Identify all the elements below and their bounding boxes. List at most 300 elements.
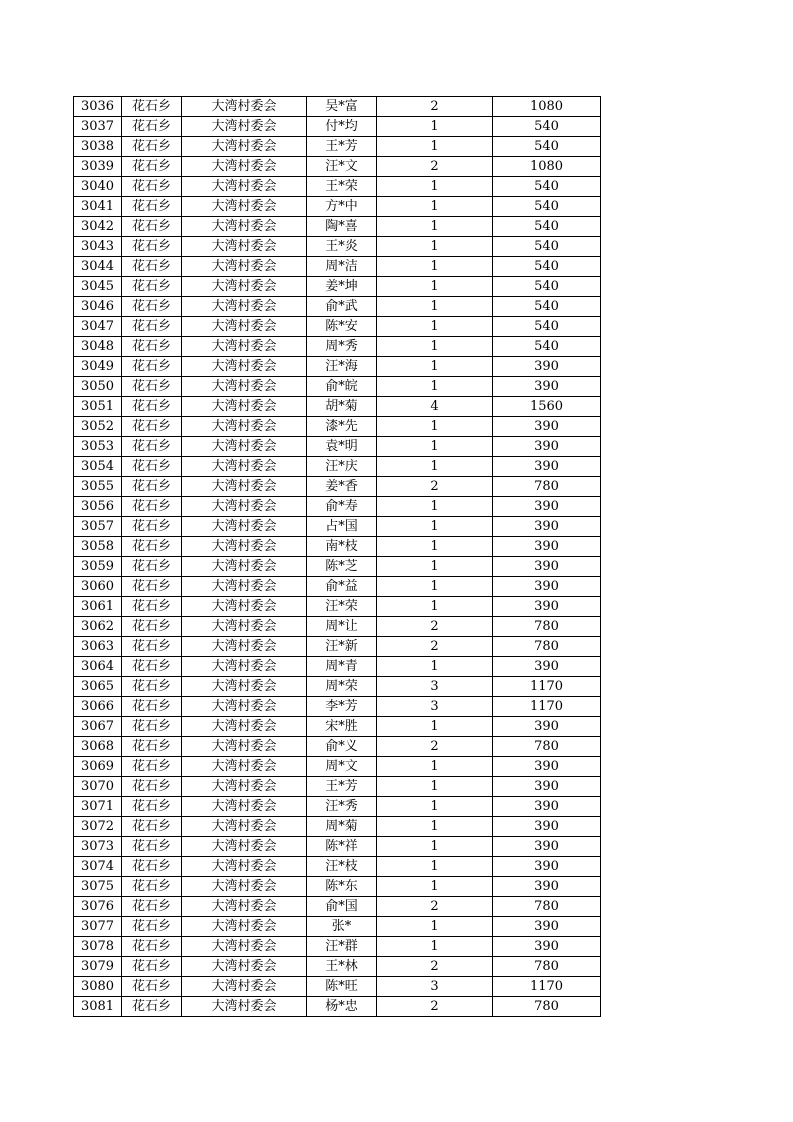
amount-cell: 780 [493,637,601,657]
table-row [74,617,601,637]
amount-cell: 390 [493,717,601,737]
count-cell: 1 [377,277,493,297]
village-committee-cell: 大湾村委会 [182,717,307,737]
row-number-cell: 3081 [74,997,122,1017]
table-row [74,937,601,957]
name-cell: 姜*坤 [307,277,377,297]
row-number-cell: 3047 [74,317,122,337]
count-cell: 1 [377,777,493,797]
amount-cell: 390 [493,857,601,877]
village-committee-cell: 大湾村委会 [182,377,307,397]
village-committee-cell: 大湾村委会 [182,877,307,897]
table-row [74,877,601,897]
amount-cell: 390 [493,917,601,937]
amount-cell: 390 [493,937,601,957]
name-cell: 占*国 [307,517,377,537]
village-committee-cell: 大湾村委会 [182,897,307,917]
name-cell: 王*芳 [307,777,377,797]
township-cell: 花石乡 [122,277,182,297]
name-cell: 周*洁 [307,257,377,277]
amount-cell: 540 [493,197,601,217]
village-committee-cell: 大湾村委会 [182,977,307,997]
data-table [73,96,601,1017]
table-row [74,657,601,677]
village-committee-cell: 大湾村委会 [182,397,307,417]
village-committee-cell: 大湾村委会 [182,197,307,217]
table-row [74,737,601,757]
name-cell: 汪*文 [307,157,377,177]
row-number-cell: 3079 [74,957,122,977]
row-number-cell: 3070 [74,777,122,797]
township-cell: 花石乡 [122,857,182,877]
village-committee-cell: 大湾村委会 [182,217,307,237]
table-row [74,977,601,997]
table-row [74,757,601,777]
count-cell: 2 [377,617,493,637]
table-row [74,457,601,477]
count-cell: 1 [377,537,493,557]
name-cell: 周*秀 [307,337,377,357]
table-body [74,97,601,1017]
amount-cell: 1170 [493,977,601,997]
township-cell: 花石乡 [122,737,182,757]
amount-cell: 1080 [493,157,601,177]
township-cell: 花石乡 [122,577,182,597]
township-cell: 花石乡 [122,237,182,257]
row-number-cell: 3048 [74,337,122,357]
village-committee-cell: 大湾村委会 [182,677,307,697]
amount-cell: 780 [493,617,601,637]
amount-cell: 540 [493,117,601,137]
count-cell: 1 [377,437,493,457]
count-cell: 1 [377,497,493,517]
township-cell: 花石乡 [122,97,182,117]
amount-cell: 780 [493,997,601,1017]
row-number-cell: 3052 [74,417,122,437]
name-cell: 王*林 [307,957,377,977]
amount-cell: 780 [493,737,601,757]
count-cell: 2 [377,157,493,177]
name-cell: 姜*香 [307,477,377,497]
village-committee-cell: 大湾村委会 [182,997,307,1017]
row-number-cell: 3059 [74,557,122,577]
table-row [74,637,601,657]
township-cell: 花石乡 [122,797,182,817]
name-cell: 王*荣 [307,177,377,197]
township-cell: 花石乡 [122,617,182,637]
row-number-cell: 3061 [74,597,122,617]
row-number-cell: 3036 [74,97,122,117]
amount-cell: 1080 [493,97,601,117]
count-cell: 1 [377,117,493,137]
table-row [74,817,601,837]
table-row [74,257,601,277]
name-cell: 陈*芝 [307,557,377,577]
table-row [74,557,601,577]
village-committee-cell: 大湾村委会 [182,317,307,337]
row-number-cell: 3077 [74,917,122,937]
village-committee-cell: 大湾村委会 [182,537,307,557]
township-cell: 花石乡 [122,777,182,797]
amount-cell: 390 [493,797,601,817]
table-row [74,417,601,437]
name-cell: 王*炎 [307,237,377,257]
row-number-cell: 3040 [74,177,122,197]
count-cell: 1 [377,577,493,597]
amount-cell: 390 [493,757,601,777]
name-cell: 汪*枝 [307,857,377,877]
count-cell: 1 [377,917,493,937]
count-cell: 1 [377,657,493,677]
township-cell: 花石乡 [122,397,182,417]
row-number-cell: 3065 [74,677,122,697]
township-cell: 花石乡 [122,297,182,317]
count-cell: 2 [377,737,493,757]
township-cell: 花石乡 [122,517,182,537]
village-committee-cell: 大湾村委会 [182,457,307,477]
table-row [74,97,601,117]
village-committee-cell: 大湾村委会 [182,657,307,677]
township-cell: 花石乡 [122,377,182,397]
township-cell: 花石乡 [122,697,182,717]
table-row [74,377,601,397]
village-committee-cell: 大湾村委会 [182,517,307,537]
township-cell: 花石乡 [122,497,182,517]
count-cell: 1 [377,717,493,737]
count-cell: 1 [377,317,493,337]
village-committee-cell: 大湾村委会 [182,557,307,577]
township-cell: 花石乡 [122,137,182,157]
amount-cell: 540 [493,277,601,297]
village-committee-cell: 大湾村委会 [182,177,307,197]
table-row [74,137,601,157]
table-row [74,537,601,557]
amount-cell: 390 [493,417,601,437]
count-cell: 1 [377,177,493,197]
village-committee-cell: 大湾村委会 [182,257,307,277]
table-row [74,477,601,497]
township-cell: 花石乡 [122,537,182,557]
table-row [74,217,601,237]
township-cell: 花石乡 [122,637,182,657]
township-cell: 花石乡 [122,897,182,917]
name-cell: 杨*忠 [307,997,377,1017]
table-row [74,597,601,617]
row-number-cell: 3066 [74,697,122,717]
count-cell: 1 [377,377,493,397]
township-cell: 花石乡 [122,717,182,737]
name-cell: 汪*庆 [307,457,377,477]
amount-cell: 540 [493,297,601,317]
name-cell: 俞*武 [307,297,377,317]
name-cell: 俞*国 [307,897,377,917]
amount-cell: 540 [493,317,601,337]
count-cell: 1 [377,257,493,277]
row-number-cell: 3064 [74,657,122,677]
count-cell: 2 [377,477,493,497]
name-cell: 俞*益 [307,577,377,597]
amount-cell: 390 [493,597,601,617]
township-cell: 花石乡 [122,337,182,357]
amount-cell: 390 [493,437,601,457]
village-committee-cell: 大湾村委会 [182,637,307,657]
amount-cell: 390 [493,357,601,377]
amount-cell: 390 [493,517,601,537]
count-cell: 2 [377,97,493,117]
count-cell: 2 [377,897,493,917]
village-committee-cell: 大湾村委会 [182,957,307,977]
amount-cell: 540 [493,257,601,277]
village-committee-cell: 大湾村委会 [182,497,307,517]
row-number-cell: 3078 [74,937,122,957]
table-row [74,157,601,177]
row-number-cell: 3067 [74,717,122,737]
amount-cell: 390 [493,457,601,477]
table-row [74,397,601,417]
row-number-cell: 3069 [74,757,122,777]
row-number-cell: 3049 [74,357,122,377]
table-row [74,577,601,597]
name-cell: 陈*安 [307,317,377,337]
village-committee-cell: 大湾村委会 [182,337,307,357]
township-cell: 花石乡 [122,657,182,677]
count-cell: 1 [377,857,493,877]
township-cell: 花石乡 [122,597,182,617]
name-cell: 张* [307,917,377,937]
row-number-cell: 3071 [74,797,122,817]
count-cell: 1 [377,757,493,777]
table-row [74,857,601,877]
row-number-cell: 3037 [74,117,122,137]
amount-cell: 390 [493,877,601,897]
count-cell: 1 [377,137,493,157]
count-cell: 1 [377,217,493,237]
name-cell: 吴*富 [307,97,377,117]
count-cell: 1 [377,297,493,317]
township-cell: 花石乡 [122,677,182,697]
township-cell: 花石乡 [122,977,182,997]
amount-cell: 1170 [493,697,601,717]
township-cell: 花石乡 [122,757,182,777]
count-cell: 1 [377,357,493,377]
table-row [74,517,601,537]
name-cell: 袁*明 [307,437,377,457]
row-number-cell: 3057 [74,517,122,537]
name-cell: 胡*菊 [307,397,377,417]
amount-cell: 540 [493,137,601,157]
table-row [74,697,601,717]
row-number-cell: 3055 [74,477,122,497]
township-cell: 花石乡 [122,557,182,577]
township-cell: 花石乡 [122,117,182,137]
table-row [74,237,601,257]
name-cell: 漆*先 [307,417,377,437]
row-number-cell: 3062 [74,617,122,637]
row-number-cell: 3054 [74,457,122,477]
name-cell: 俞*义 [307,737,377,757]
village-committee-cell: 大湾村委会 [182,837,307,857]
name-cell: 汪*海 [307,357,377,377]
amount-cell: 540 [493,237,601,257]
row-number-cell: 3039 [74,157,122,177]
row-number-cell: 3053 [74,437,122,457]
count-cell: 1 [377,197,493,217]
row-number-cell: 3042 [74,217,122,237]
village-committee-cell: 大湾村委会 [182,477,307,497]
township-cell: 花石乡 [122,937,182,957]
count-cell: 1 [377,557,493,577]
village-committee-cell: 大湾村委会 [182,237,307,257]
name-cell: 南*枝 [307,537,377,557]
name-cell: 李*芳 [307,697,377,717]
township-cell: 花石乡 [122,357,182,377]
amount-cell: 390 [493,837,601,857]
township-cell: 花石乡 [122,817,182,837]
name-cell: 周*菊 [307,817,377,837]
township-cell: 花石乡 [122,177,182,197]
count-cell: 1 [377,877,493,897]
table-row [74,437,601,457]
village-committee-cell: 大湾村委会 [182,417,307,437]
township-cell: 花石乡 [122,217,182,237]
name-cell: 周*荣 [307,677,377,697]
count-cell: 2 [377,637,493,657]
table-row [74,497,601,517]
township-cell: 花石乡 [122,157,182,177]
township-cell: 花石乡 [122,417,182,437]
township-cell: 花石乡 [122,837,182,857]
row-number-cell: 3080 [74,977,122,997]
name-cell: 周*文 [307,757,377,777]
amount-cell: 390 [493,817,601,837]
count-cell: 1 [377,937,493,957]
amount-cell: 540 [493,217,601,237]
table-row [74,797,601,817]
table-row [74,177,601,197]
amount-cell: 780 [493,477,601,497]
table-row [74,777,601,797]
name-cell: 周*青 [307,657,377,677]
row-number-cell: 3041 [74,197,122,217]
name-cell: 陈*旺 [307,977,377,997]
row-number-cell: 3075 [74,877,122,897]
count-cell: 1 [377,517,493,537]
row-number-cell: 3044 [74,257,122,277]
village-committee-cell: 大湾村委会 [182,857,307,877]
table-row [74,917,601,937]
row-number-cell: 3050 [74,377,122,397]
village-committee-cell: 大湾村委会 [182,357,307,377]
village-committee-cell: 大湾村委会 [182,117,307,137]
table-row [74,717,601,737]
name-cell: 周*让 [307,617,377,637]
count-cell: 2 [377,957,493,977]
amount-cell: 390 [493,377,601,397]
table-row [74,897,601,917]
name-cell: 王*芳 [307,137,377,157]
amount-cell: 390 [493,777,601,797]
name-cell: 陶*喜 [307,217,377,237]
table-row [74,117,601,137]
village-committee-cell: 大湾村委会 [182,297,307,317]
name-cell: 汪*群 [307,937,377,957]
count-cell: 1 [377,797,493,817]
table-row [74,957,601,977]
township-cell: 花石乡 [122,197,182,217]
village-committee-cell: 大湾村委会 [182,137,307,157]
village-committee-cell: 大湾村委会 [182,737,307,757]
village-committee-cell: 大湾村委会 [182,697,307,717]
amount-cell: 1170 [493,677,601,697]
village-committee-cell: 大湾村委会 [182,157,307,177]
village-committee-cell: 大湾村委会 [182,797,307,817]
count-cell: 1 [377,417,493,437]
row-number-cell: 3063 [74,637,122,657]
amount-cell: 780 [493,957,601,977]
row-number-cell: 3072 [74,817,122,837]
table-row [74,677,601,697]
township-cell: 花石乡 [122,477,182,497]
name-cell: 宋*胜 [307,717,377,737]
row-number-cell: 3074 [74,857,122,877]
table-row [74,197,601,217]
village-committee-cell: 大湾村委会 [182,617,307,637]
name-cell: 汪*新 [307,637,377,657]
township-cell: 花石乡 [122,997,182,1017]
amount-cell: 540 [493,177,601,197]
table-row [74,337,601,357]
village-committee-cell: 大湾村委会 [182,277,307,297]
village-committee-cell: 大湾村委会 [182,817,307,837]
name-cell: 方*中 [307,197,377,217]
table-row [74,357,601,377]
name-cell: 俞*皖 [307,377,377,397]
count-cell: 1 [377,837,493,857]
table-row [74,317,601,337]
township-cell: 花石乡 [122,917,182,937]
township-cell: 花石乡 [122,457,182,477]
village-committee-cell: 大湾村委会 [182,97,307,117]
row-number-cell: 3051 [74,397,122,417]
village-committee-cell: 大湾村委会 [182,437,307,457]
township-cell: 花石乡 [122,257,182,277]
township-cell: 花石乡 [122,957,182,977]
row-number-cell: 3045 [74,277,122,297]
township-cell: 花石乡 [122,877,182,897]
village-committee-cell: 大湾村委会 [182,917,307,937]
count-cell: 2 [377,997,493,1017]
row-number-cell: 3046 [74,297,122,317]
table-row [74,297,601,317]
township-cell: 花石乡 [122,317,182,337]
name-cell: 付*均 [307,117,377,137]
village-committee-cell: 大湾村委会 [182,597,307,617]
count-cell: 4 [377,397,493,417]
count-cell: 3 [377,697,493,717]
village-committee-cell: 大湾村委会 [182,777,307,797]
count-cell: 3 [377,677,493,697]
township-cell: 花石乡 [122,437,182,457]
row-number-cell: 3043 [74,237,122,257]
table-row [74,997,601,1017]
count-cell: 1 [377,817,493,837]
amount-cell: 390 [493,537,601,557]
amount-cell: 390 [493,657,601,677]
village-committee-cell: 大湾村委会 [182,937,307,957]
count-cell: 1 [377,597,493,617]
village-committee-cell: 大湾村委会 [182,757,307,777]
row-number-cell: 3073 [74,837,122,857]
